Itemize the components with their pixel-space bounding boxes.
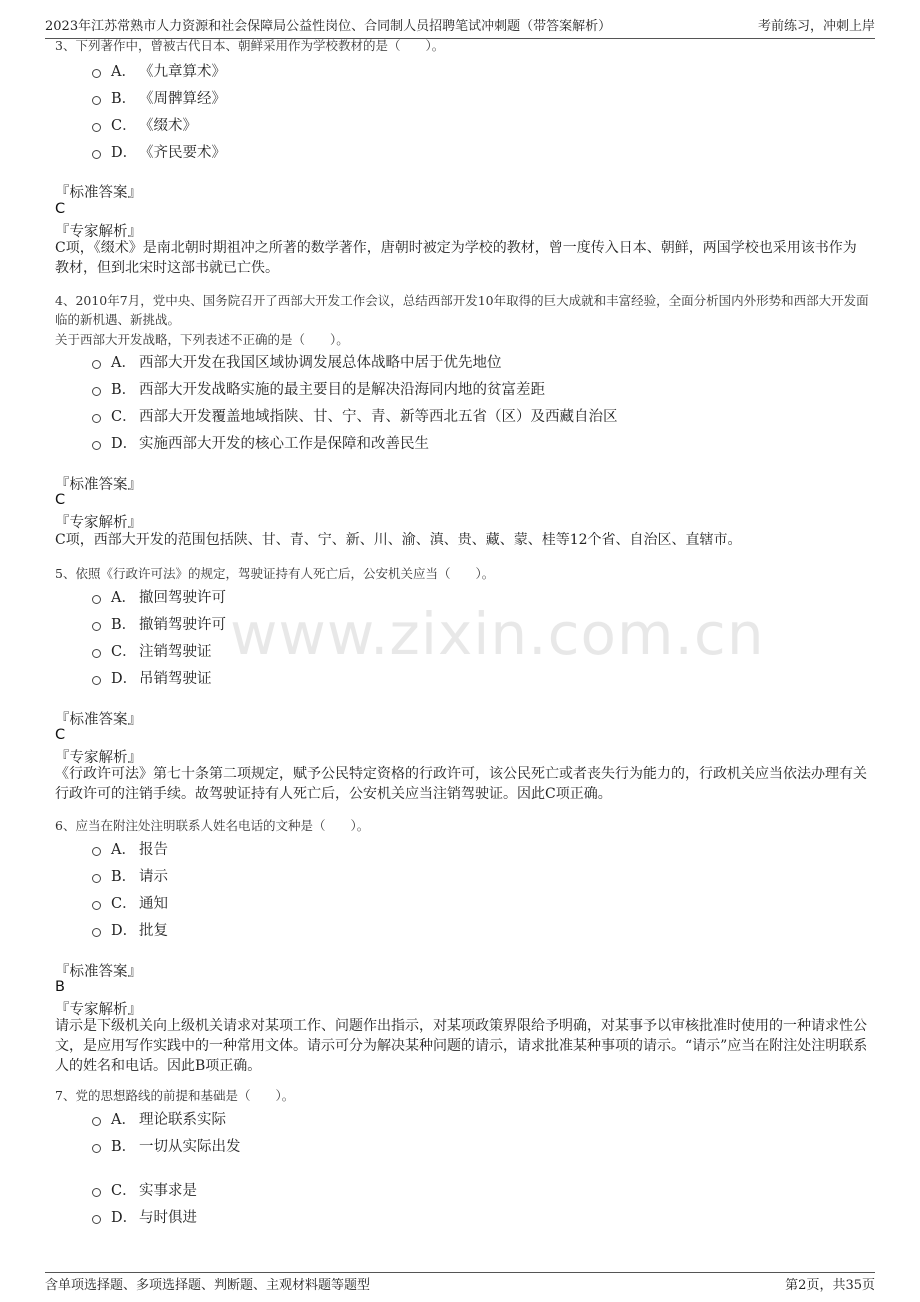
- question-7-stem: 7、党的思想路线的前提和基础是（ ）。: [55, 1088, 295, 1103]
- question-6-option-c[interactable]: C． 通知: [92, 892, 168, 912]
- explanation-text: 请示是下级机关向上级机关请求对某项工作、问题作出指示，对某项政策界限给予明确，对某事予以审核批准时使用的一种请求性公文，是应用写作实践中的一种常用文体。请示可分为解决某种问题的请示，请求批准某种事项的请示。“请示”应当在附注处注明联系人的姓名和电话。因此B项正确。: [55, 1018, 868, 1074]
- page-footer: [45, 1272, 875, 1293]
- question-5-option-b[interactable]: B． 撤销驾驶许可: [92, 613, 226, 633]
- radio-icon[interactable]: [92, 441, 101, 450]
- question-6-stem: 6、应当在附注处注明联系人姓名电话的文种是（ ）。: [55, 818, 370, 833]
- page-number: 第2页，共35页: [785, 1278, 875, 1293]
- question-5-stem: 5、依照《行政许可法》的规定，驾驶证持有人死亡后，公安机关应当（ ）。: [55, 566, 495, 581]
- explanation-label: 『专家解析』: [55, 750, 142, 766]
- radio-icon[interactable]: [92, 1117, 101, 1126]
- question-5-option-a[interactable]: A． 撤回驾驶许可: [92, 586, 226, 606]
- explanation-label: 『专家解析』: [55, 1002, 142, 1018]
- question-3-option-a[interactable]: A． 《九章算术》: [92, 60, 226, 80]
- answer-value: C: [55, 492, 66, 508]
- document-title: 2023年江苏常熟市人力资源和社会保障局公益性岗位、合同制人员招聘笔试冲刺题（带答案解析）: [45, 19, 612, 34]
- radio-icon[interactable]: [92, 1144, 101, 1153]
- question-types-note: 含单项选择题、多项选择题、判断题、主观材料题等题型: [45, 1278, 371, 1293]
- radio-icon[interactable]: [92, 928, 101, 937]
- question-5-option-d[interactable]: D． 吊销驾驶证: [92, 667, 212, 687]
- question-6-option-b[interactable]: B． 请示: [92, 865, 168, 885]
- question-3-option-d[interactable]: D． 《齐民要术》: [92, 141, 226, 161]
- question-4-option-a[interactable]: A． 西部大开发在我国区域协调发展总体战略中居于优先地位: [92, 351, 502, 371]
- radio-icon[interactable]: [92, 69, 101, 78]
- question-3-stem: 3、下列著作中，曾被古代日本、朝鲜采用作为学校教材的是（ ）。: [55, 38, 445, 53]
- radio-icon[interactable]: [92, 595, 101, 604]
- radio-icon[interactable]: [92, 414, 101, 423]
- radio-icon[interactable]: [92, 622, 101, 631]
- question-7-option-b[interactable]: B． 一切从实际出发: [92, 1135, 241, 1155]
- radio-icon[interactable]: [92, 123, 101, 132]
- explanation-text: C项，《缀术》是南北朝时期祖冲之所著的数学著作，唐朝时被定为学校的教材，曾一度传入日本、朝鲜，两国学校也采用该书作为教材，但到北宋时这部书就已亡佚。: [55, 240, 857, 276]
- answer-label: 『标准答案』: [55, 477, 142, 493]
- header-slogan: 考前练习，冲刺上岸: [757, 19, 875, 34]
- question-3-option-b[interactable]: B． 《周髀算经》: [92, 87, 226, 107]
- question-5-option-c[interactable]: C． 注销驾驶证: [92, 640, 212, 660]
- question-4-prompt: 关于西部大开发战略，下列表述不正确的是（ ）。: [55, 332, 349, 347]
- radio-icon[interactable]: [92, 1188, 101, 1197]
- radio-icon[interactable]: [92, 1215, 101, 1224]
- answer-label: 『标准答案』: [55, 964, 142, 980]
- radio-icon[interactable]: [92, 901, 101, 910]
- radio-icon[interactable]: [92, 150, 101, 159]
- question-4-option-d[interactable]: D． 实施西部大开发的核心工作是保障和改善民生: [92, 432, 429, 452]
- radio-icon[interactable]: [92, 387, 101, 396]
- question-4-stem: 4、2010年7月，党中央、国务院召开了西部大开发工作会议，总结西部开发10年取得的巨大成就和丰富经验，全面分析国内外形势和西部大开发面临的新机遇、新挑战。: [55, 293, 869, 327]
- explanation-text: C项，西部大开发的范围包括陕、甘、青、宁、新、川、渝、滇、贵、藏、蒙、桂等12个省、自治区、直辖市。: [55, 532, 742, 548]
- answer-value: C: [55, 727, 66, 743]
- radio-icon[interactable]: [92, 360, 101, 369]
- question-4-option-b[interactable]: B． 西部大开发战略实施的最主要目的是解决沿海同内地的贫富差距: [92, 378, 545, 398]
- radio-icon[interactable]: [92, 847, 101, 856]
- question-3-option-c[interactable]: C． 《缀术》: [92, 114, 197, 134]
- page-header: [45, 12, 875, 39]
- answer-value: B: [55, 979, 65, 995]
- question-6-option-d[interactable]: D． 批复: [92, 919, 168, 939]
- answer-label: 『标准答案』: [55, 712, 142, 728]
- question-7-option-a[interactable]: A． 理论联系实际: [92, 1108, 226, 1128]
- explanation-label: 『专家解析』: [55, 224, 142, 240]
- radio-icon[interactable]: [92, 649, 101, 658]
- question-4-option-c[interactable]: C． 西部大开发覆盖地域指陕、甘、宁、青、新等西北五省（区）及西藏自治区: [92, 405, 618, 425]
- explanation-label: 『专家解析』: [55, 515, 142, 531]
- answer-value: C: [55, 201, 66, 217]
- question-7-option-c[interactable]: C． 实事求是: [92, 1179, 197, 1199]
- watermark: www.zixin.com.cn: [230, 600, 765, 668]
- radio-icon[interactable]: [92, 96, 101, 105]
- question-6-option-a[interactable]: A． 报告: [92, 838, 168, 858]
- question-7-option-d[interactable]: D． 与时俱进: [92, 1206, 197, 1226]
- radio-icon[interactable]: [92, 676, 101, 685]
- answer-label: 『标准答案』: [55, 185, 142, 201]
- radio-icon[interactable]: [92, 874, 101, 883]
- explanation-text: 《行政许可法》第七十条第二项规定，赋予公民特定资格的行政许可，该公民死亡或者丧失行为能力的，行政机关应当依法办理有关行政许可的注销手续。故驾驶证持有人死亡后，公安机关应当注销驾驶证。因此C项正确。: [55, 766, 867, 802]
